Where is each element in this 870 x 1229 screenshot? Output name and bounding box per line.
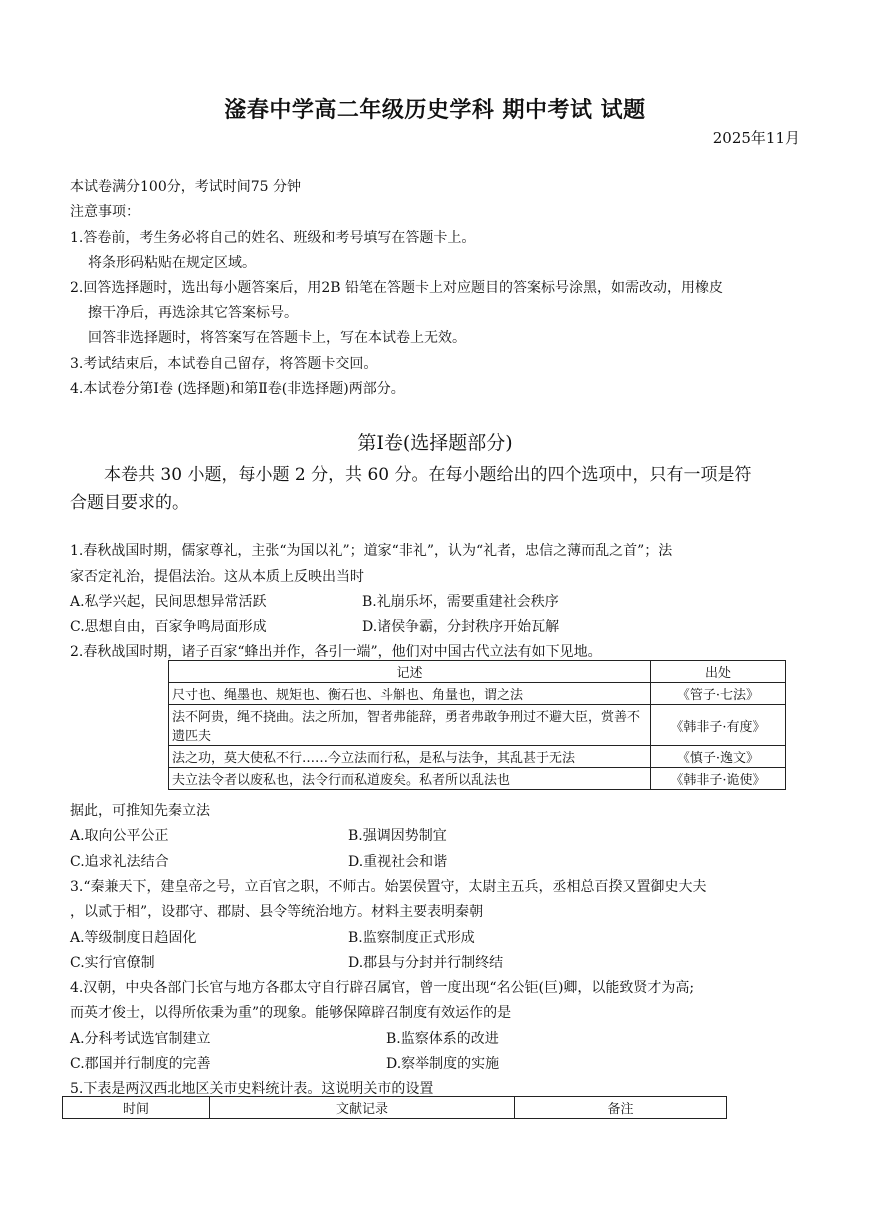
question-1-option-a: A.私学兴起，民间思想异常活跃: [70, 594, 267, 610]
notice-item: 4.本试卷分第Ⅰ卷 (选择题)和第Ⅱ卷(非选择题)两部分。: [70, 381, 405, 397]
question-3-stem: 3.“秦兼天下，建皇帝之号，立百官之职，不师古。始罢侯置守，太尉主五兵，丞相总百揆又置御史大夫: [70, 879, 707, 895]
question-1-option-d: D.诸侯争霸，分封秩序开始瓦解: [362, 619, 560, 635]
question-4-stem: 而英才俊士，以得所依秉为重”的现象。能够保障辟召制度有效运作的是: [70, 1005, 512, 1021]
question-3-option-a: A.等级制度日趋固化: [70, 930, 197, 946]
table-row: [169, 746, 786, 768]
question-1-option-b: B.礼崩乐坏，需要重建社会秩序: [362, 594, 559, 610]
question-4-option-d: D.察举制度的实施: [386, 1056, 500, 1072]
question-3-option-b: B.监察制度正式形成: [348, 930, 475, 946]
table-cell: 法不阿贵，绳不挠曲。法之所加，智者弗能辞，勇者弗敢争刑过不避大臣，赏善不遗匹夫: [169, 705, 651, 746]
section-desc: 本卷共 30 小题，每小题 2 分，共 60 分。在每小题给出的四个选项中，只有一项是符: [104, 465, 752, 485]
table-cell: 尺寸也、绳墨也、规矩也、衡石也、斗斛也、角量也，谓之法: [169, 683, 651, 705]
notice-item: 将条形码粘贴在规定区域。: [88, 255, 256, 271]
question-1-stem: 家否定礼治，提倡法治。这从本质上反映出当时: [70, 569, 364, 585]
question-4-option-c: C.郡国并行制度的完善: [70, 1056, 211, 1072]
exam-intro: 本试卷满分100分，考试时间75 分钟: [70, 179, 301, 195]
notice-item: 回答非选择题时，将答案写在答题卡上，写在本试卷上无效。: [88, 330, 466, 346]
question-2-option-d: D.重视社会和谐: [348, 854, 448, 870]
question-2-after: 据此，可推知先秦立法: [70, 803, 210, 819]
section-desc: 合题目要求的。: [70, 493, 189, 513]
question-2-option-a: A.取向公平公正: [70, 828, 169, 844]
question-3-stem: ，以贰于相”，设郡守、郡尉、县令等统治地方。材料主要表明秦朝: [70, 904, 484, 920]
table-row: [169, 768, 786, 790]
table-row: [169, 683, 786, 705]
question-5-table: [62, 1096, 727, 1119]
table-header: 出处: [651, 661, 786, 683]
notice-item: 2.回答选择题时，选出每小题答案后，用2B 铅笔在答题卡上对应题目的答案标号涂黑，如需改动，用橡皮: [70, 280, 724, 296]
table-cell: 法之功，莫大使私不行……今立法而行私，是私与法争，其乱甚于无法: [169, 746, 651, 768]
table-cell: 《管子·七法》: [651, 683, 786, 705]
question-3-option-d: D.郡县与分封并行制终结: [348, 955, 504, 971]
table-cell: 《韩非子·有度》: [651, 705, 786, 746]
question-1-option-c: C.思想自由，百家争鸣局面形成: [70, 619, 267, 635]
question-2-option-c: C.追求礼法结合: [70, 854, 169, 870]
question-4-option-b: B.监察体系的改进: [386, 1031, 499, 1047]
question-3-option-c: C.实行官僚制: [70, 955, 155, 971]
notice-item: 3.考试结束后，本试卷自己留存，将答题卡交回。: [70, 356, 378, 372]
table-cell: 夫立法令者以废私也，法令行而私道废矣。私者所以乱法也: [169, 768, 651, 790]
table-header: 备注: [515, 1097, 727, 1119]
question-2-stem: 2.春秋战国时期，诸子百家“蜂出并作，各引一端”，他们对中国古代立法有如下见地。: [70, 644, 602, 660]
table-header: 文献记录: [210, 1097, 515, 1119]
section-title: 第Ⅰ卷(选择题部分): [357, 432, 513, 454]
question-2-option-b: B.强调因势制宜: [348, 828, 447, 844]
table-header-row: [169, 661, 786, 683]
question-4-stem: 4.汉朝，中央各部门长官与地方各郡太守自行辟召属官，曾一度出现“名公钜(巨)卿，以能致贤才为高;: [70, 980, 695, 996]
question-1-stem: 1.春秋战国时期，儒家尊礼，主张“为国以礼”；道家“非礼”，认为“礼者，忠信之薄而乱之首”；法: [70, 543, 673, 559]
exam-date: 2025年11月: [712, 129, 800, 147]
table-row: [169, 705, 786, 746]
table-cell: 《韩非子·诡使》: [651, 768, 786, 790]
table-header-row: [63, 1097, 727, 1119]
notice-item: 擦干净后，再选涂其它答案标号。: [88, 305, 298, 321]
question-4-option-a: A.分科考试选官制建立: [70, 1031, 211, 1047]
table-header: 记述: [169, 661, 651, 683]
table-header: 时间: [63, 1097, 210, 1119]
table-cell: 《慎子·逸文》: [651, 746, 786, 768]
notice-title: 注意事项：: [70, 204, 140, 220]
exam-title: 滏春中学高二年级历史学科 期中考试 试题: [224, 97, 646, 123]
question-5-stem: 5.下表是两汉西北地区关市史料统计表。这说明关市的设置: [70, 1081, 434, 1097]
notice-item: 1.答卷前，考生务必将自己的姓名、班级和考号填写在答题卡上。: [70, 230, 476, 246]
question-2-table: [168, 660, 786, 790]
